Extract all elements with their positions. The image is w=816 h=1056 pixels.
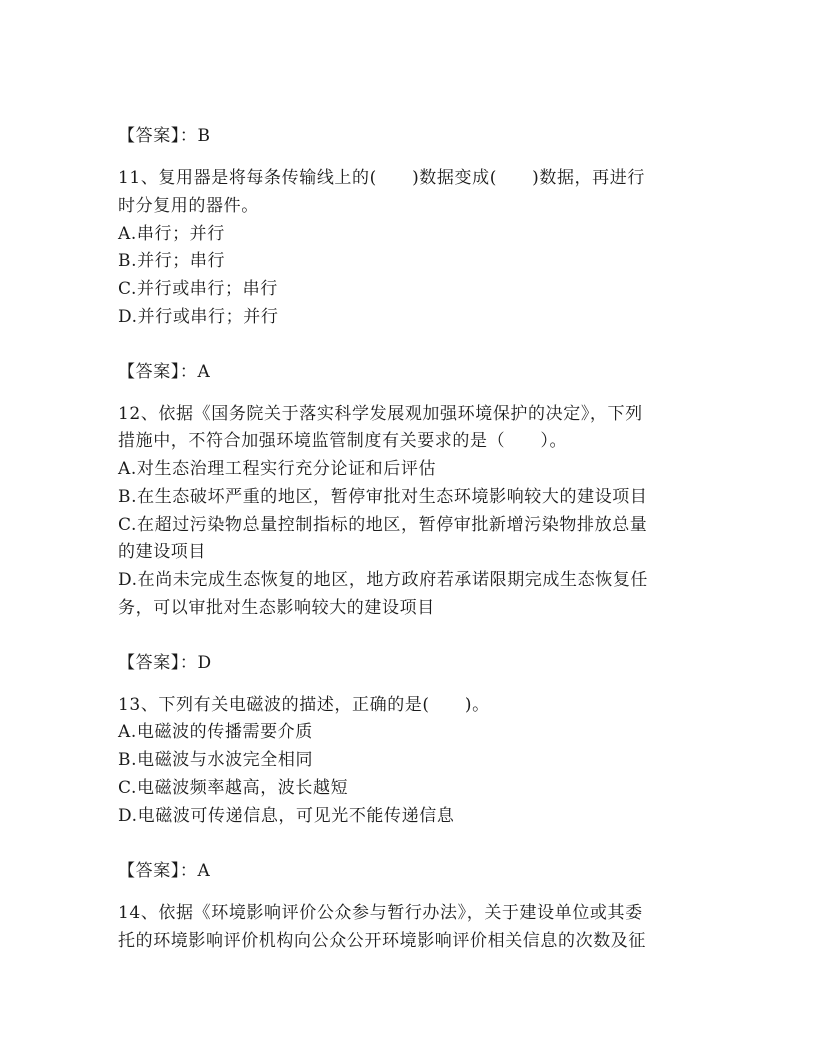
option-c: C.并行或串行；串行 <box>118 279 278 299</box>
answer-line: 【答案】：B <box>118 126 211 146</box>
question-11-line-1: 11、复用器是将每条传输线上的( )数据变成( )数据，再进行 <box>118 168 645 188</box>
question-14-line-2: 托的环境影响评价机构向公众公开环境影响评价相关信息的次数及征 <box>118 931 646 951</box>
option-d: D.在尚未完成生态恢复的地区，地方政府若承诺限期完成生态恢复任 <box>118 570 649 590</box>
option-d-continued: 务，可以审批对生态影响较大的建设项目 <box>118 598 435 618</box>
answer-line: 【答案】：A <box>118 362 211 382</box>
question-12-line-2: 措施中，不符合加强环境监管制度有关要求的是（ ）。 <box>118 431 568 451</box>
option-b: B.在生态破坏严重的地区，暂停审批对生态环境影响较大的建设项目 <box>118 487 648 507</box>
option-a: A.对生态治理工程实行充分论证和后评估 <box>118 459 437 479</box>
option-d: D.电磁波可传递信息，可见光不能传递信息 <box>118 806 455 826</box>
option-a: A.电磁波的传播需要介质 <box>118 722 313 742</box>
option-c: C.在超过污染物总量控制指标的地区，暂停审批新增污染物排放总量 <box>118 515 648 535</box>
answer-line: 【答案】：D <box>118 653 212 673</box>
option-c: C.电磁波频率越高，波长越短 <box>118 778 349 798</box>
question-13-line-1: 13、下列有关电磁波的描述，正确的是( )。 <box>118 695 490 715</box>
answer-line: 【答案】：A <box>118 861 211 881</box>
question-11-line-2: 时分复用的器件。 <box>118 196 259 216</box>
question-14-line-1: 14、依据《环境影响评价公众参与暂行办法》，关于建设单位或其委 <box>118 903 643 923</box>
option-b: B.并行；串行 <box>118 251 226 271</box>
option-c-continued: 的建设项目 <box>118 542 206 562</box>
option-b: B.电磁波与水波完全相同 <box>118 750 314 770</box>
option-d: D.并行或串行；并行 <box>118 307 279 327</box>
option-a: A.串行；并行 <box>118 224 225 244</box>
question-12-line-1: 12、依据《国务院关于落实科学发展观加强环境保护的决定》，下列 <box>118 404 643 424</box>
